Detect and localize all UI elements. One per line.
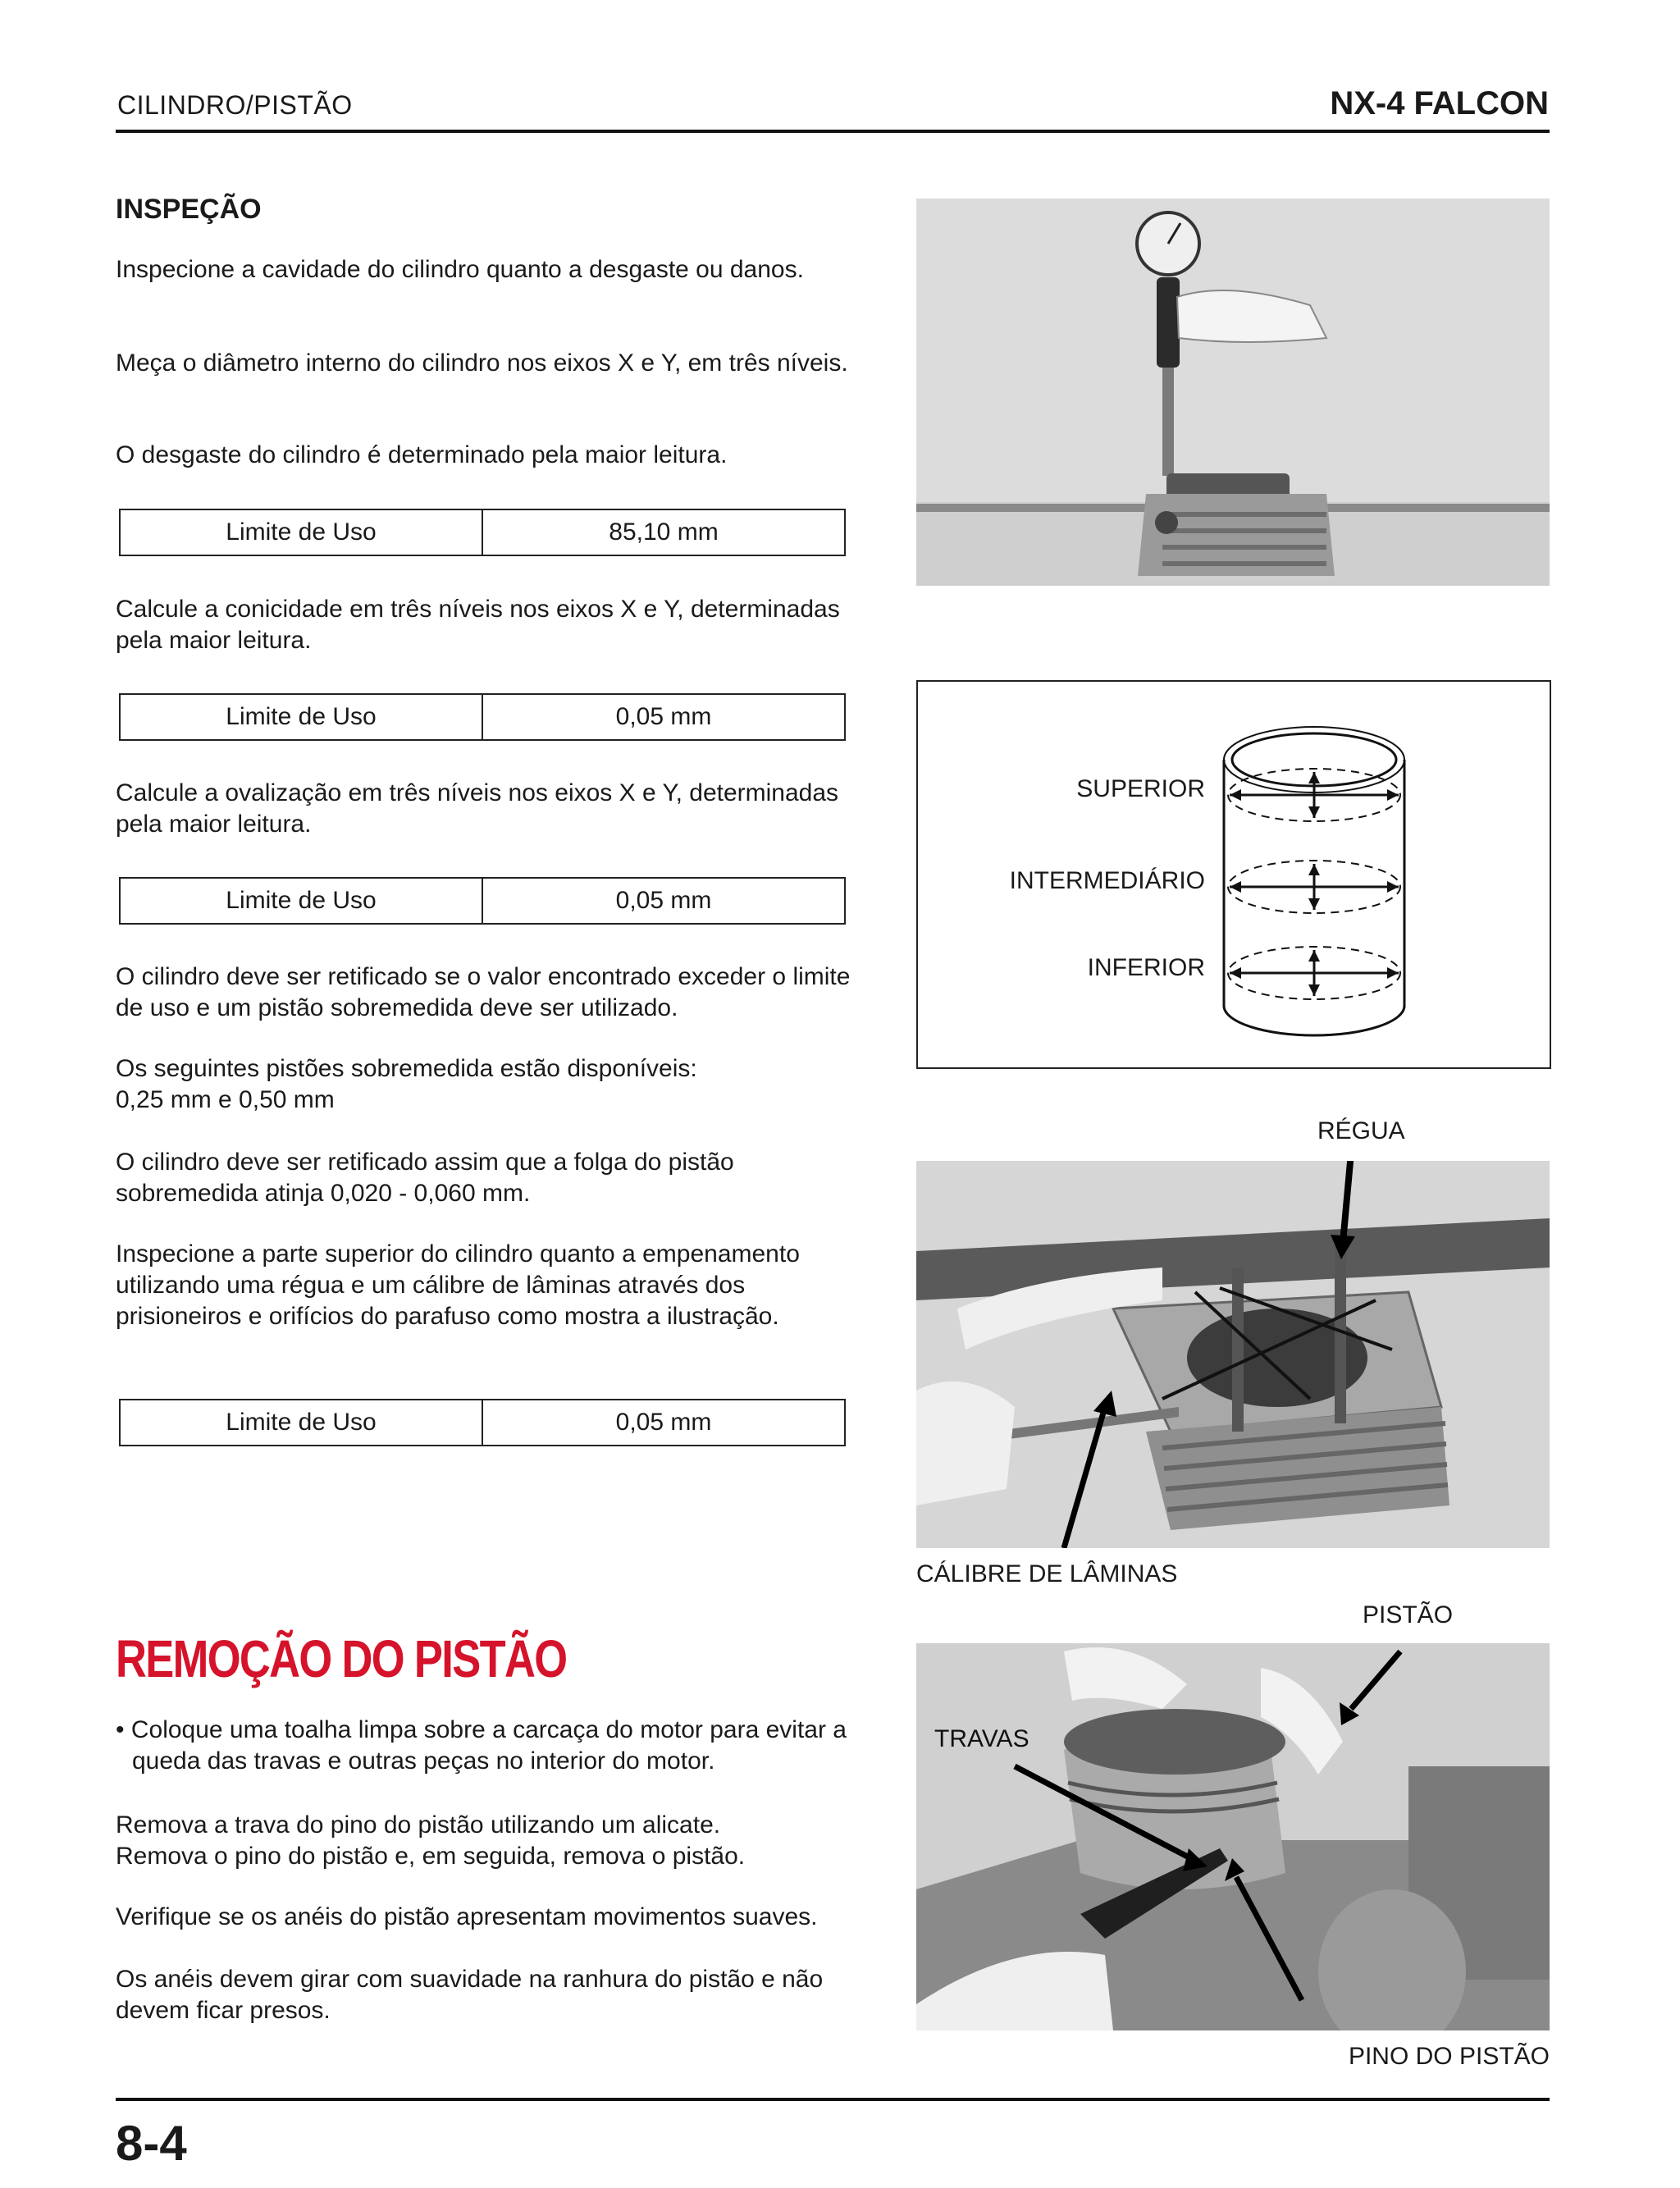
straightedge-illustration [916, 1161, 1550, 1548]
removal-paragraph-1a: Remova a trava do pino do pistão utilizando um alicate. [116, 1811, 721, 1839]
spec-label: Limite de Uso [121, 510, 483, 555]
spec-label: Limite de Uso [121, 695, 483, 739]
spec-table-conicity [119, 693, 846, 741]
spec-label: Limite de Uso [121, 879, 483, 923]
inspection-paragraph-9: Inspecione a parte superior do cilindro quanto a empenamento utilizando uma régua e um cálibre de lâminas através dos prisioneiros e orifícios do parafuso como mostra a ilustração. [116, 1240, 800, 1330]
spec-table-warpage [119, 1399, 846, 1446]
piston-removal-illustration [916, 1643, 1550, 2030]
inspection-paragraph-3: O desgaste do cilindro é determinado pela maior leitura. [116, 441, 728, 468]
inspection-paragraph-1: Inspecione a cavidade do cilindro quanto a desgaste ou danos. [116, 256, 804, 283]
spec-label: Limite de Uso [121, 1400, 483, 1445]
photo-bore-gauge [916, 199, 1550, 586]
inspection-paragraph-4: Calcule a conicidade em três níveis nos eixos X e Y, determinadas pela maior leitura. [116, 596, 840, 654]
spec-value: 85,10 mm [609, 518, 719, 546]
label-intermediario: INTERMEDIÁRIO [1009, 867, 1205, 894]
spec-value: 0,05 mm [615, 1409, 712, 1436]
spec-table-ovality [119, 877, 846, 925]
label-calibre-de-laminas: CÁLIBRE DE LÂMINAS [916, 1560, 1178, 1587]
inspection-paragraph-8: O cilindro deve ser retificado assim que a folga do pistão sobremedida atinja 0,020 - 0,060 mm. [116, 1149, 734, 1207]
label-regua: RÉGUA [1317, 1117, 1405, 1144]
removal-bullet: • Coloque uma toalha limpa sobre a carcaça do motor para evitar a queda das travas e outras peças no interior do motor. [116, 1716, 847, 1775]
footer-rule [116, 2098, 1550, 2101]
photo-piston-removal [916, 1643, 1550, 2030]
label-inferior: INFERIOR [1087, 954, 1205, 981]
removal-title: REMOÇÃO DO PISTÃO [116, 1629, 567, 1688]
label-superior: SUPERIOR [1076, 775, 1205, 802]
page-number: 8-4 [116, 2116, 187, 2171]
label-travas: TRAVAS [934, 1725, 1029, 1752]
removal-paragraph-1b: Remova o pino do pistão e, em seguida, remova o pistão. [116, 1843, 746, 1870]
removal-paragraph-2b: Os anéis devem girar com suavidade na ranhura do pistão e não devem ficar presos. [116, 1966, 824, 2024]
diagram-measurement-levels [916, 680, 1551, 1069]
inspection-paragraph-6: O cilindro deve ser retificado se o valor encontrado exceder o limite de uso e um pistão sobremedida deve ser utilizado. [116, 963, 851, 1021]
inspection-paragraph-7a: Os seguintes pistões sobremedida estão disponíveis: [116, 1055, 697, 1082]
inspection-paragraph-7b: 0,25 mm e 0,50 mm [116, 1086, 335, 1113]
photo-straightedge [916, 1161, 1550, 1548]
inspection-paragraph-2: Meça o diâmetro interno do cilindro nos eixos X e Y, em três níveis. [116, 349, 848, 377]
label-pino-do-pistao: PINO DO PISTÃO [1348, 2043, 1550, 2070]
spec-value: 0,05 mm [615, 703, 712, 730]
inspection-paragraph-5: Calcule a ovalização em três níveis nos eixos X e Y, determinadas pela maior leitura. [116, 779, 839, 838]
header-section-title: CILINDRO/PISTÃO [117, 90, 353, 120]
spec-value: 0,05 mm [615, 887, 712, 914]
header-model: NX-4 FALCON [1330, 85, 1549, 121]
header-rule [116, 130, 1550, 133]
bore-gauge-illustration [916, 199, 1550, 586]
spec-table-wear-limit [119, 509, 846, 556]
inspection-title: INSPEÇÃO [116, 194, 262, 225]
label-pistao: PISTÃO [1363, 1601, 1454, 1628]
removal-paragraph-2a: Verifique se os anéis do pistão apresentam movimentos suaves. [116, 1903, 818, 1930]
